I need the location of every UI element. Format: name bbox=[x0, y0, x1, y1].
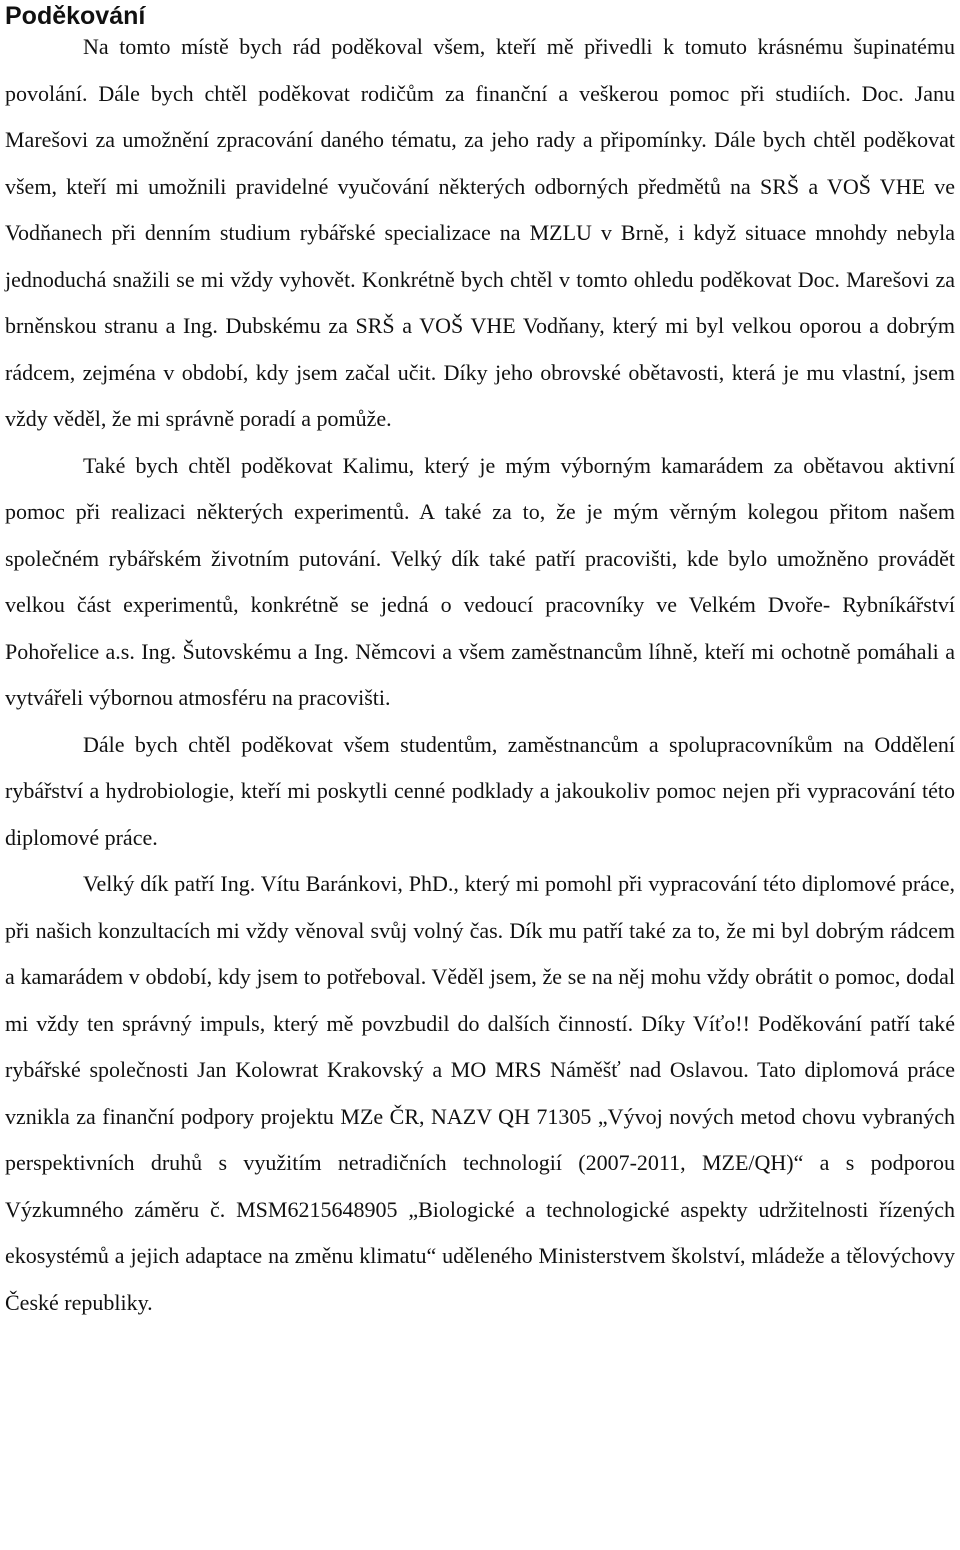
paragraph-4: Velký dík patří Ing. Vítu Baránkovi, PhD., který mi pomohl při vypracování této diplomové práce, při našich konzultacích mi vždy věnoval svůj volný čas. Dík mu patří také za to, že mi byl dobrým rádcem a kamarádem v období, kdy jsem to potřeboval. Věděl jsem, že se na něj mohu vždy obrátit o pomoc, dodal mi vždy ten správný impuls, který mě povzbudil do dalších činností. Díky Víťo!! Poděkování patří také rybářské společnosti Jan Kolowrat Krakovský a MO MRS Náměšť nad Oslavou. Tato diplomová práce vznikla za finanční podpory projektu MZe ČR, NAZV QH 71305 „Vývoj nových metod chovu vybraných perspektivních druhů s využitím netradičních technologií (2007-2011, MZE/QH)“ a s podporou Výzkumného záměru č. MSM6215648905 „Biologické a technologické aspekty udržitelnosti řízených ekosystémů a jejich adaptace na změnu klimatu“ uděleného Ministerstvem školství, mládeže a tělovýchovy České republiky. bbox=[5, 871, 955, 1315]
document-page bbox=[5, 0, 955, 1326]
paragraph-1: Na tomto místě bych rád poděkoval všem, kteří mě přivedli k tomuto krásnému šupinatému povolání. Dále bych chtěl poděkovat rodičům za finanční a veškerou pomoc při studiích. Doc. Janu Marešovi za umožnění zpracování daného tématu, za jeho rady a připomínky. Dále bych chtěl poděkovat všem, kteří mi umožnili pravidelné vyučování některých odborných předmětů na SRŠ a VOŠ VHE ve Vodňanech při denním studium rybářské specializace na MZLU v Brně, i když situace mnohdy nebyla jednoduchá snažili se mi vždy vyhovět. Konkrétně bych chtěl v tomto ohledu poděkovat Doc. Marešovi za brněnskou stranu a Ing. Dubskému za SRŠ a VOŠ VHE Vodňany, který mi byl velkou oporou a dobrým rádcem, zejména v období, kdy jsem začal učit. Díky jeho obrovské obětavosti, která je mu vlastní, jsem vždy věděl, že mi správně poradí a pomůže. bbox=[5, 34, 955, 431]
page-title: Poděkování bbox=[5, 2, 146, 30]
paragraph-3: Dále bych chtěl poděkovat všem studentům, zaměstnancům a spolupracovníkům na Oddělení rybářství a hydrobiologie, kteří mi poskytli cenné podklady a jakoukoliv pomoc nejen při vypracování této diplomové práce. bbox=[5, 731, 955, 850]
paragraph-2: Také bych chtěl poděkovat Kalimu, který je mým výborným kamarádem za obětavou aktivní pomoc při realizaci některých experimentů. A také za to, že je mým věrným kolegou přitom našem společném rybářském životním putování. Velký dík také patří pracovišti, kde bylo umožněno provádět velkou část experimentů, konkrétně se jedná o vedoucí pracovníky ve Velkém Dvoře- Rybníkářství Pohořelice a.s. Ing. Šutovskému a Ing. Němcovi a všem zaměstnancům líhně, kteří mi ochotně pomáhali a vytvářeli výbornou atmosféru na pracovišti. bbox=[5, 452, 955, 710]
